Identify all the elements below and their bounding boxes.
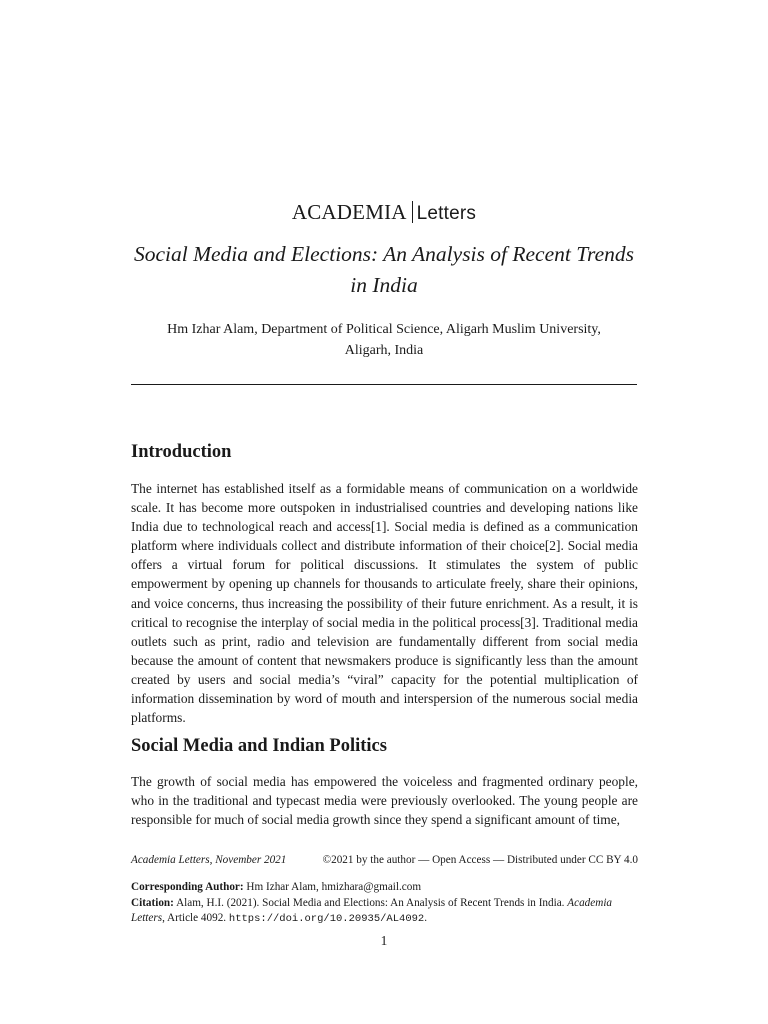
journal-masthead — [0, 198, 768, 228]
section-heading-social-media-indian-politics: Social Media and Indian Politics — [131, 736, 387, 756]
masthead-divider — [412, 201, 413, 223]
article-title-line-1: Social Media and Elections: An Analysis of Recent Trends — [133, 242, 634, 266]
section-heading-introduction: Introduction — [131, 442, 232, 462]
citation-doi-link[interactable]: https://doi.org/10.20935/AL4092 — [228, 913, 425, 925]
author-affiliation — [120, 319, 648, 361]
citation-end: . — [424, 912, 428, 924]
section-body-introduction: The internet has established itself as a formidable means of communication on a worldwide scale. It has become more outspoken in industrialised countries and developing nations like India due to technological reach and access[1]. Social media is defined as a communication platform where individuals collect and distribute information of their choice[2]. Social media offers a virtual forum for political discussions. It stimulates the system of public empowerment by opening up channels for thousands to articulate freely, share their opinions, and voice concerns, thus increasing the possibility of their future enrichment. As a result, it is critical to recognise the interplay of social media in the political process[3]. Traditional media outlets such as print, radio and television are fundamentally different from social media because the amount of content that newsmakers produce is significantly less than the amount created by users and social media’s “viral” capacity for the potential multiplication of information dissemination by word of mouth and interspersion of the numerous social media platforms. — [131, 481, 638, 726]
footer-license: ©2021 by the author — Open Access — Distributed under CC BY 4.0 — [322, 854, 638, 866]
citation-journal: Academia Letters — [131, 896, 613, 924]
citation-text: Alam, H.I. (2021). Social Media and Elections: An Analysis of Recent Trends in India. — [176, 896, 565, 909]
header-rule — [131, 384, 637, 385]
corresponding-author-value: Hm Izhar Alam, hmizhara@gmail.com — [246, 881, 422, 893]
corresponding-author-label: Corresponding Author: — [131, 881, 244, 893]
citation-label: Citation: — [131, 896, 174, 909]
section-body-social-media-indian-politics: The growth of social media has empowered the voiceless and fragmented ordinary people, who in the traditional and typecast media were previously overlooked. The young people are responsible for much of social media growth since they spend a significant amount of time, — [131, 774, 638, 828]
journal-series: Letters — [416, 203, 477, 224]
author-affiliation-line-1: Hm Izhar Alam, Department of Political Science, Aligarh Muslim University, — [167, 322, 601, 337]
footer-correspondence — [131, 880, 638, 928]
citation-article: , Article 4092. — [162, 912, 227, 924]
page-number: 1 — [380, 933, 388, 948]
article-title-line-2: in India — [350, 273, 418, 297]
footer-journal-date: Academia Letters, November 2021 — [131, 854, 287, 866]
article-title — [110, 239, 658, 301]
corresponding-author-line — [131, 880, 638, 896]
citation-line — [131, 896, 638, 928]
author-affiliation-line-2: Aligarh, India — [344, 343, 424, 358]
journal-brand: ACADEMIA — [291, 200, 407, 224]
